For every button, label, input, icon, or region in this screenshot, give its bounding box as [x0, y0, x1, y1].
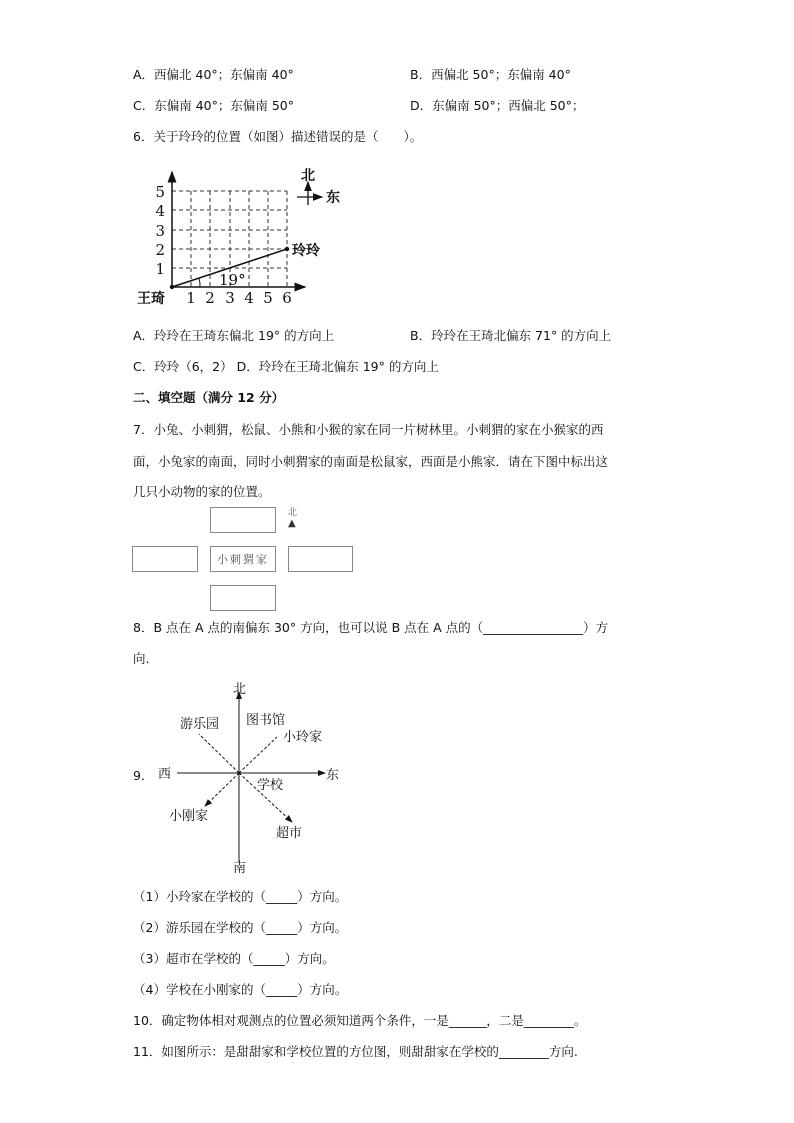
y-tick: 1	[155, 260, 165, 278]
lingling-point	[285, 247, 289, 251]
q5-option-a: A．西偏北 40°；东偏南 40°	[133, 67, 294, 82]
south-label: 南	[233, 861, 247, 876]
y-tick: 2	[155, 241, 165, 259]
section-heading: 二、填空题（满分 12 分）	[133, 390, 285, 405]
point-label: 玲玲	[292, 243, 320, 259]
q6-option-cd: C．玲玲（6，2） D．玲玲在王琦北偏东 19° 的方向上	[133, 359, 439, 374]
angle-label: 19°	[219, 271, 246, 289]
x-tick: 6	[282, 289, 292, 307]
xiaogang-line	[205, 773, 239, 806]
q9-number: 9．	[133, 768, 154, 783]
xiaoling-line	[239, 737, 277, 773]
q7-line: 7．小兔、小刺猬，松鼠、小熊和小猴的家在同一片树林里。小刺猬的家在小猴家的西	[133, 422, 604, 437]
supermarket-label: 超市	[276, 826, 303, 841]
north-arrow-icon: ▲	[288, 518, 296, 529]
x-tick: 4	[244, 289, 254, 307]
x-tick: 5	[263, 289, 273, 307]
q9-direction-figure	[158, 682, 339, 876]
q10: 10．确定物体相对观测点的位置必须知道两个条件，一是______，二是________。	[133, 1013, 587, 1028]
east-house-box[interactable]	[288, 546, 353, 572]
north-label: 北	[233, 682, 247, 697]
q5-option-c: C．东偏南 40°；东偏南 50°	[133, 98, 294, 113]
q5-option-b: B．西偏北 50°；东偏南 40°	[410, 67, 571, 82]
xiaoling-label: 小玲家	[283, 730, 323, 745]
xiaogang-label: 小刚家	[169, 809, 209, 824]
origin-label: 王琦	[137, 291, 165, 307]
q7-line: 几只小动物的家的位置。	[133, 484, 271, 499]
west-house-box[interactable]	[132, 546, 198, 572]
q9-sub: （3）超市在学校的（_____）方向。	[133, 951, 335, 966]
q8-line2: 向.	[133, 651, 150, 666]
q9-sub: （1）小玲家在学校的（_____）方向。	[133, 889, 348, 904]
origin-point	[170, 285, 174, 289]
north-house-box[interactable]	[210, 507, 276, 533]
y-tick: 4	[155, 202, 165, 220]
x-tick: 3	[225, 289, 235, 307]
north-label: 北	[288, 508, 298, 518]
q6-option-a: A．玲玲在王琦东偏北 19° 的方向上	[133, 328, 335, 343]
q7-line: 面，小兔家的南面，同时小刺猬家的南面是松鼠家，西面是小熊家．请在下图中标出这	[133, 454, 609, 469]
x-tick: 2	[205, 289, 215, 307]
x-tick: 1	[186, 289, 196, 307]
y-tick: 3	[155, 222, 165, 240]
library-label: 图书馆	[246, 713, 286, 728]
south-house-box[interactable]	[210, 585, 276, 611]
compass-north-label: 北	[301, 168, 315, 184]
compass-east-label: 东	[326, 190, 340, 206]
q9-sub: （4）学校在小刚家的（_____）方向。	[133, 982, 348, 997]
q5-option-d: D．东偏南 50°；西偏北 50°；	[410, 98, 585, 113]
q8-line1: 8．B 点在 A 点的南偏东 30° 方向，也可以说 B 点在 A 点的（________________）方	[133, 620, 609, 635]
y-tick: 5	[155, 183, 165, 201]
compass-icon	[297, 182, 322, 205]
west-label: 西	[158, 767, 172, 782]
hedgehog-house-box: 小刺猬家	[210, 546, 276, 572]
park-label: 游乐园	[180, 717, 220, 732]
q6-stem: 6．关于玲玲的位置（如图）描述错误的是（ ）。	[133, 129, 423, 144]
q11: 11．如图所示：是甜甜家和学校位置的方位图，则甜甜家在学校的________方向.	[133, 1044, 578, 1059]
q6-option-b: B．玲玲在王琦北偏东 71° 的方向上	[410, 328, 612, 343]
q9-sub: （2）游乐园在学校的（_____）方向。	[133, 920, 348, 935]
east-label: 东	[326, 768, 340, 783]
school-label: 学校	[257, 778, 284, 793]
park-line	[199, 734, 239, 773]
angle-arc	[199, 278, 200, 287]
